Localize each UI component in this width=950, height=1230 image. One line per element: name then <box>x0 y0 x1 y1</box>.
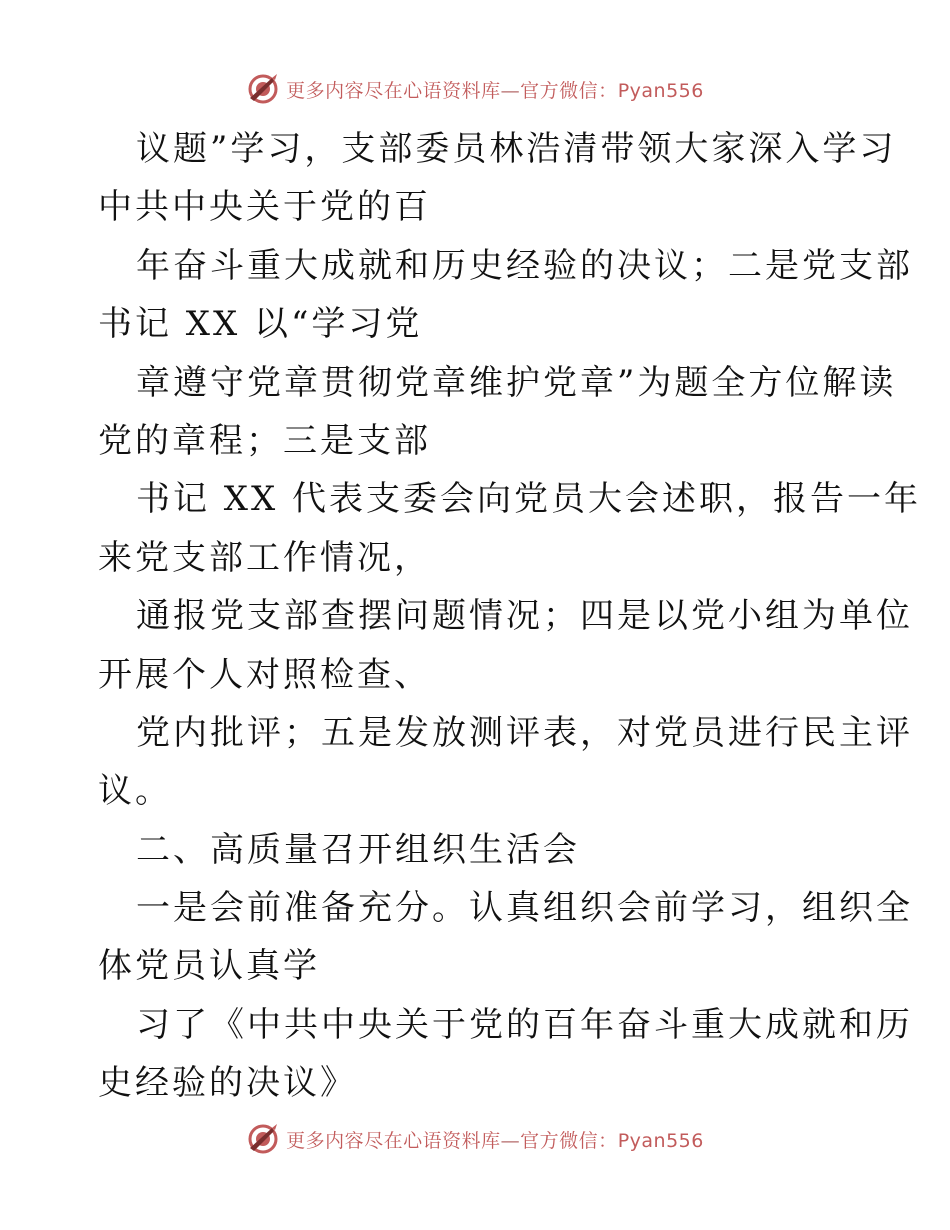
text-line: 来党支部工作情况， <box>98 537 431 578</box>
watermark-wechat-id: Pyan556 <box>617 1129 704 1152</box>
watermark-text <box>286 1126 704 1153</box>
text-line: 通报党支部查摆问题情况；四是以党小组为单位 <box>136 596 913 637</box>
watermark-site: 更多内容尽在心语资料库 <box>286 1129 501 1152</box>
watermark-wechat-label: 官方微信： <box>520 79 618 102</box>
footer-watermark <box>0 1122 950 1156</box>
watermark-site: 更多内容尽在心语资料库 <box>286 79 501 102</box>
text-line: 党内批评；五是发放测评表，对党员进行民主评 <box>136 712 913 753</box>
watermark-separator: — <box>500 1129 521 1152</box>
text-line: 议。 <box>98 771 172 812</box>
text-line: 书记 XX 代表支委会向党员大会述职，报告一年 <box>136 479 922 520</box>
text-line: 党的章程；三是支部 <box>98 420 431 461</box>
text-line: 章遵守党章贯彻党章维护党章”为题全方位解读 <box>136 362 897 403</box>
text-line: 书记 XX 以“学习党 <box>98 304 423 345</box>
watermark-wechat-id: Pyan556 <box>617 79 704 102</box>
section-heading: 二、高质量召开组织生活会 <box>136 829 580 870</box>
watermark-separator: — <box>500 79 521 102</box>
quill-seal-icon <box>246 1122 280 1156</box>
text-line: 史经验的决议》 <box>98 1063 357 1104</box>
header-watermark <box>0 72 950 106</box>
watermark-text <box>286 76 704 103</box>
text-line: 体党员认真学 <box>98 946 320 987</box>
watermark-wechat-label: 官方微信： <box>520 1129 618 1152</box>
text-line: 议题”学习，支部委员林浩清带领大家深入学习 <box>136 129 897 169</box>
quill-seal-icon <box>246 72 280 106</box>
text-line: 一是会前准备充分。认真组织会前学习，组织全 <box>136 888 913 929</box>
text-line: 习了《中共中央关于党的百年奋斗重大成就和历 <box>136 1004 913 1045</box>
text-line: 年奋斗重大成就和历史经验的决议；二是党支部 <box>136 245 913 286</box>
document-body <box>98 120 922 1113</box>
text-line: 开展个人对照检查、 <box>98 654 431 695</box>
text-line: 中共中央关于党的百 <box>98 187 431 228</box>
